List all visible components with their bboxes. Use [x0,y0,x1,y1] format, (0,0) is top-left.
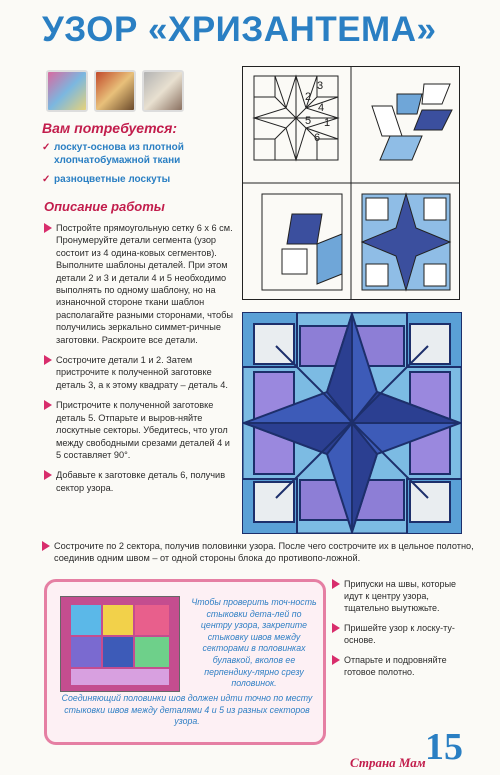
bullet-arrow-icon [44,470,52,480]
step-2: Сострочите детали 1 и 2. Затем пристрочите к полученной заготовке деталь 3, а к этому квадрату – деталь 4. [44,354,234,391]
bullet-arrow-icon [44,223,52,233]
diagram-number: 1 [324,117,331,129]
fabric-photo [46,70,88,112]
material-item: ✓ лоскут-основа из плотной хлопчатобумажной ткани [42,141,227,167]
note-item: Отпарьте и подровняйте готовое полотно. [332,654,462,678]
page-number: 15 [425,726,463,768]
materials-heading: Вам потребуется: [42,120,178,136]
segment-pieces-diagram [372,84,452,160]
assembly-step-diagram [262,194,342,290]
note-item: Пришейте узор к лоску-ту-основе. [332,622,462,646]
step-1: Постройте прямоугольную сетку 6 х 6 см. Пронумеруйте детали сегмента (узор состоит из 4 одина-ковых сегментов). Выполните шаблоны деталей. При этом детали 2 и 3 и детали 4 и 5 необходимо выполнять по одному шаблону, но на изнаночной стороне ткани шаблон располагайте разными сторонами, чтобы получились зеркально симмет-ричные заготовки. Раскроите все детали. [44,222,234,346]
diagram-number: 3 [317,80,324,92]
sewing-machine-photo [142,70,184,112]
bullet-arrow-icon [44,400,52,410]
bullet-arrow-icon [42,541,50,551]
step-5: Сострочите по 2 сектора, получив половинки узора. После чего сострочите их в цельное полотно, соединив одним швом – от одной стороны блока до противопо-ложной. [42,540,474,565]
bullet-arrow-icon [332,579,340,589]
assembled-star-diagram [362,194,450,290]
diagram-number: 6 [314,132,321,144]
materials-list [42,141,227,192]
step-4: Добавьте к заготовке деталь 6, получив сектор узора. [44,469,234,494]
note-item: Припуски на швы, которые идут к центру узора, тщательно выутюжьте. [332,578,462,614]
diagram-number: 2 [305,91,312,103]
watermark: Страна Мам [350,755,426,770]
instructions-steps [44,222,234,502]
bullet-arrow-icon [332,655,340,665]
tip-text-bottom: Соединяющий половинки шов должен идти точно по месту стыковки швов между деталями 4 и 5 из разных секторов узора. [61,693,313,727]
bullet-arrow-icon [332,623,340,633]
construction-diagrams [242,66,460,300]
materials-photos [46,70,184,112]
instructions-heading: Описание работы [44,199,165,214]
page-title: УЗОР «ХРИЗАНТЕМА» [42,10,437,49]
material-item: ✓ разноцветные лоскуты [42,173,227,186]
final-notes [332,578,462,686]
diagram-number: 4 [318,102,325,114]
thread-photo [94,70,136,112]
pillow-photo [60,596,180,692]
tip-text-top: Чтобы проверить точ-ность стыковки дета-лей по центру узора, закрепите стыковку швов между секторами в половинках булавкой, вколов ее перпендику-лярно срезу половинок. [191,597,317,689]
step-3: Пристрочите к полученной заготовке деталь 5. Отпарьте и выров-няйте лоскутные секторы. Убедитесь, что угол между свободными срезами деталей 4 и 5 составляет 90°. [44,399,234,461]
diagram-number: 5 [305,115,312,127]
bullet-arrow-icon [44,355,52,365]
finished-block-illustration [242,312,462,534]
